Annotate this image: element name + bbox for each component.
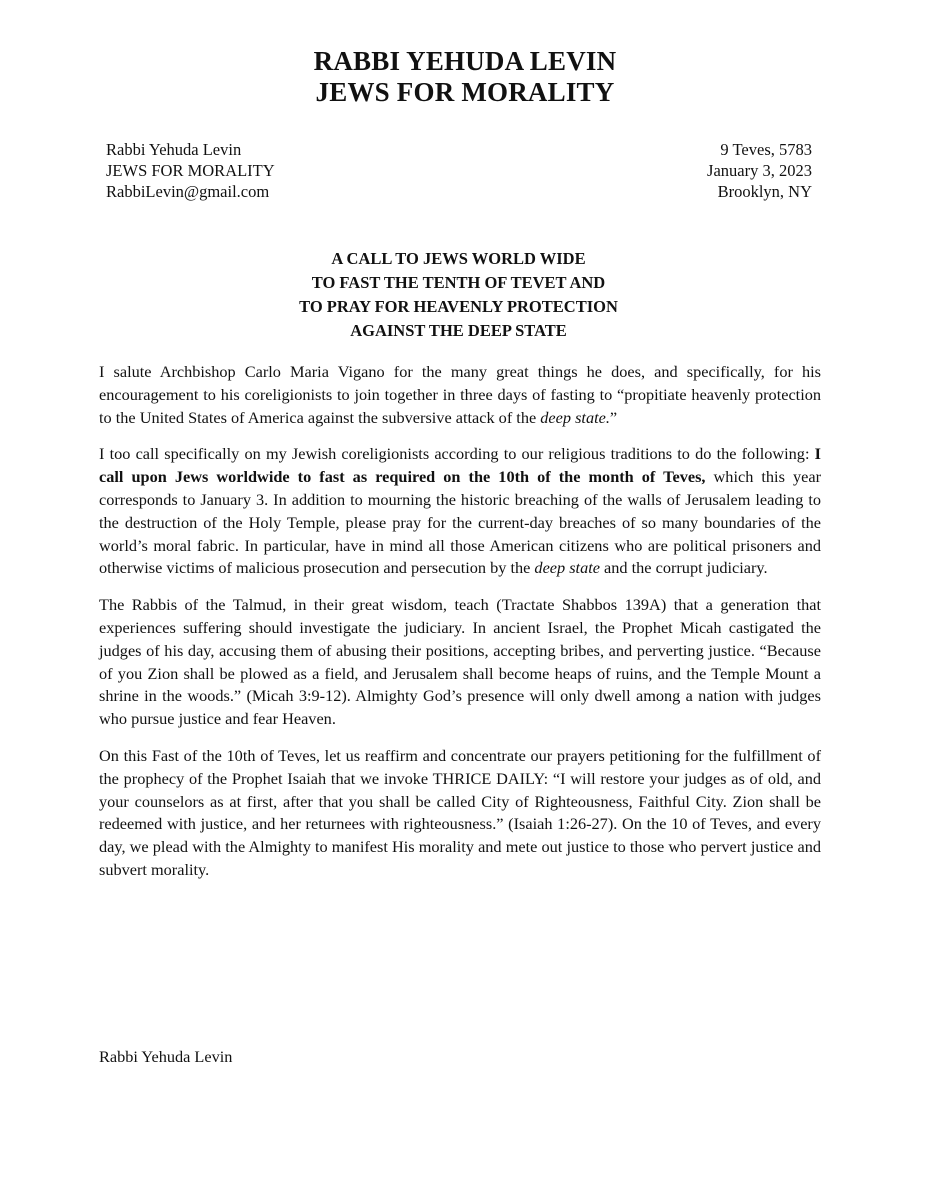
paragraph-2-bold: I call upon Jews worldwide to fast as required on the 10th of the month of Teves, bbox=[99, 444, 821, 487]
sender-block bbox=[106, 139, 275, 202]
letterhead-org: JEWS FOR MORALITY bbox=[315, 77, 615, 107]
paragraph-1 bbox=[99, 361, 821, 429]
paragraph-4: On this Fast of the 10th of Teves, let us reaffirm and concentrate our prayers petitioning for the fulfillment of the prophecy of the Prophet Isaiah that we invoke THRICE DAILY: “I will restore your judges as of old, and your counselors as at first, after that you shall be called City of Righteousness, Faithful City. Zion shall be redeemed with justice, and her returnees with righteousness.” (Isaiah 1:26-27). On the 10 of Teves, and every day, we plead with the Almighty to manifest His morality and mete out justice to those who pervert justice and subvert morality. bbox=[99, 745, 821, 879]
headline-line: TO FAST THE TENTH OF TEVET AND bbox=[311, 273, 606, 292]
headline-line: A CALL TO JEWS WORLD WIDE bbox=[331, 249, 586, 268]
paragraph-2 bbox=[99, 443, 821, 580]
hebrew-date: 9 Teves, 5783 bbox=[720, 140, 812, 159]
headline-line: TO PRAY FOR HEAVENLY PROTECTION bbox=[299, 297, 618, 316]
letter-body bbox=[99, 361, 821, 896]
paragraph-2-italic: deep state bbox=[534, 558, 600, 578]
paragraph-1-close: ” bbox=[609, 407, 618, 427]
paragraph-2-text: I too call specifically on my Jewish coreligionists according to our religious traditions to do the following: bbox=[99, 444, 815, 464]
signature: Rabbi Yehuda Levin bbox=[99, 1047, 233, 1066]
sender-name: Rabbi Yehuda Levin bbox=[106, 140, 242, 159]
letterhead bbox=[0, 46, 930, 108]
paragraph-1-text: I salute Archbishop Carlo Maria Vigano for the many great things he does, and specifically, for his encouragement to his coreligionists to join together in three days of fasting to “propitiate heavenly protection to the United States of America against the subversive attack of the bbox=[99, 362, 821, 427]
sender-email: RabbiLevin@gmail.com bbox=[106, 182, 270, 201]
headline-line: AGAINST THE DEEP STATE bbox=[350, 321, 567, 340]
paragraph-2-close: and the corrupt judiciary. bbox=[599, 558, 768, 578]
paragraph-1-italic: deep state. bbox=[540, 407, 610, 427]
paragraph-2-text-cont: which this year corresponds to January 3. In addition to mourning the historic breaching of the walls of Jerusalem leading to the destruction of the Holy Temple, please pray for the current-day breaches of so many boundaries of the world’s moral fabric. In particular, have in mind all those American citizens who are political prisoners and otherwise victims of malicious prosecution and persecution by the bbox=[99, 467, 821, 578]
letterhead-name: RABBI YEHUDA LEVIN bbox=[313, 46, 617, 76]
headline bbox=[0, 247, 917, 343]
paragraph-3: The Rabbis of the Talmud, in their great wisdom, teach (Tractate Shabbos 139A) that a generation that experiences suffering should investigate the judiciary. In ancient Israel, the Prophet Micah castigated the judges of his day, accusing them of abusing their positions, accepting bribes, and perverting justice. “Because of you Zion shall be plowed as a field, and Jerusalem shall become heaps of ruins, and the Temple Mount a shrine in the woods.” (Micah 3:9-12). Almighty God’s presence will only dwell among a nation with judges who pursue justice and fear Heaven. bbox=[99, 595, 821, 729]
dateline-block bbox=[707, 139, 812, 202]
location: Brooklyn, NY bbox=[717, 182, 812, 201]
gregorian-date: January 3, 2023 bbox=[707, 161, 812, 180]
sender-org: JEWS FOR MORALITY bbox=[106, 161, 275, 180]
